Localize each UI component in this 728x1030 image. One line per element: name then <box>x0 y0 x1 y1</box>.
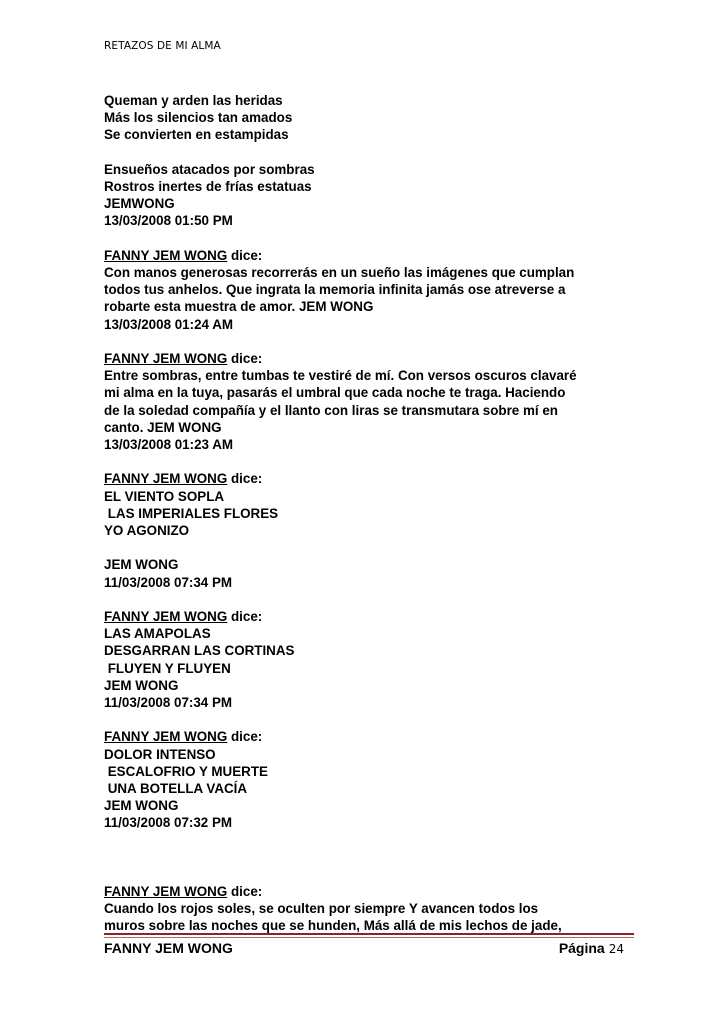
post <box>104 247 634 333</box>
timestamp: 13/03/2008 01:23 AM <box>104 437 234 453</box>
post <box>104 470 634 539</box>
post <box>104 883 634 935</box>
post-line: YO AGONIZO <box>104 523 190 539</box>
post <box>104 608 634 711</box>
post-line: DOLOR INTENSO <box>104 746 216 762</box>
poem-stanza <box>104 92 634 144</box>
says-label: dice: <box>227 351 263 366</box>
author-link[interactable]: FANNY JEM WONG <box>104 883 228 899</box>
signature: JEMWONG <box>104 196 175 212</box>
post-heading <box>104 883 634 900</box>
footer-rule <box>104 933 634 935</box>
post-signature <box>104 556 634 590</box>
page-number: 24 <box>608 942 624 956</box>
post-line: EL VIENTO SOPLA <box>104 488 225 504</box>
post-heading <box>104 350 634 367</box>
post-line: Entre sombras, entre tumbas te vestiré de mí. Con versos oscuros clavaré <box>104 368 577 384</box>
post-line: mi alma en la tuya, pasarás el umbral que cada noche te traga. Haciendo <box>104 385 566 401</box>
post-line: ESCALOFRIO Y MUERTE <box>104 763 268 779</box>
spacer <box>104 849 634 883</box>
post-line: LAS AMAPOLAS <box>104 626 211 642</box>
author-link[interactable]: FANNY JEM WONG <box>104 471 228 487</box>
post-line: canto. JEM WONG <box>104 419 222 435</box>
footer-rule-secondary <box>104 937 634 938</box>
post-heading <box>104 247 634 264</box>
says-label: dice: <box>227 471 263 487</box>
post-line: muros sobre las noches que se hunden, Más allá de mis lechos de jade, <box>104 918 562 934</box>
signature: JEM WONG <box>104 557 179 573</box>
says-label: dice: <box>227 609 263 624</box>
post <box>104 728 634 831</box>
post-line: DESGARRAN LAS CORTINAS <box>104 643 295 659</box>
author-link[interactable]: FANNY JEM WONG <box>104 729 228 745</box>
post-line: todos tus anhelos. Que ingrata la memoria infinita jamás ose atreverse a <box>104 282 566 298</box>
signature: JEM WONG <box>104 677 179 693</box>
post <box>104 350 634 453</box>
post-line: LAS IMPERIALES FLORES <box>104 505 279 521</box>
timestamp: 13/03/2008 01:50 PM <box>104 213 233 229</box>
poem-line: Queman y arden las heridas <box>104 93 283 108</box>
poem-stanza <box>104 161 634 230</box>
page-body <box>104 92 634 952</box>
post-line: FLUYEN Y FLUYEN <box>104 660 231 676</box>
post-line: Con manos generosas recorrerás en un sueño las imágenes que cumplan <box>104 265 575 280</box>
author-link[interactable]: FANNY JEM WONG <box>104 609 228 624</box>
poem-line: Más los silencios tan amados <box>104 110 293 126</box>
signature: JEM WONG <box>104 798 179 814</box>
post-heading <box>104 608 634 625</box>
post-heading <box>104 728 634 745</box>
author-link[interactable]: FANNY JEM WONG <box>104 247 228 263</box>
poem-line: Se convierten en estampidas <box>104 127 289 143</box>
says-label: dice: <box>227 247 263 263</box>
says-label: dice: <box>227 883 263 899</box>
timestamp: 11/03/2008 07:32 PM <box>104 815 233 831</box>
post-line: robarte esta muestra de amor. JEM WONG <box>104 299 374 315</box>
page-label: Página <box>558 940 605 956</box>
poem-line: Rostros inertes de frías estatuas <box>104 179 312 194</box>
timestamp: 11/03/2008 07:34 PM <box>104 574 233 590</box>
running-header: RETAZOS DE MI ALMA <box>104 40 221 52</box>
timestamp: 11/03/2008 07:34 PM <box>104 695 233 711</box>
post-line: Cuando los rojos soles, se oculten por siempre Y avancen todos los <box>104 901 539 917</box>
footer-author: FANNY JEM WONG <box>104 940 233 956</box>
footer-page <box>559 940 624 956</box>
post-heading <box>104 470 634 487</box>
post-line: de la soledad compañía y el llanto con liras se transmutara sobre mí en <box>104 402 558 418</box>
timestamp: 13/03/2008 01:24 AM <box>104 316 234 332</box>
author-link[interactable]: FANNY JEM WONG <box>104 351 228 366</box>
poem-line: Ensueños atacados por sombras <box>104 161 315 177</box>
post-line: UNA BOTELLA VACÍA <box>104 781 248 797</box>
says-label: dice: <box>227 729 263 745</box>
